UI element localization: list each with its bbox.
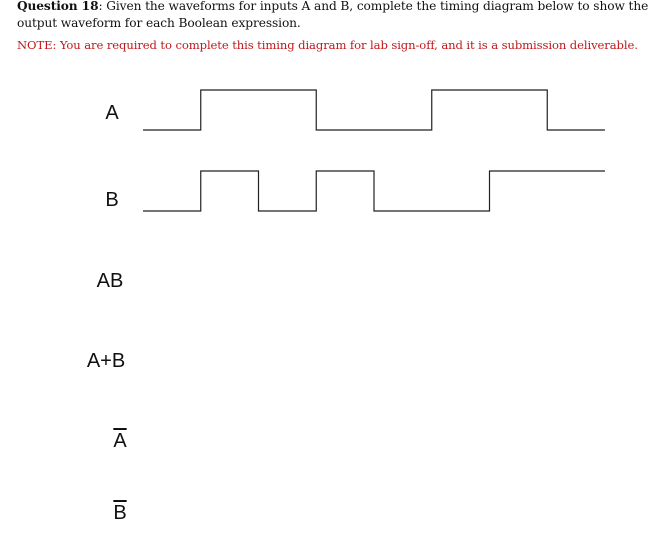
question-number: Question 18 [17, 0, 99, 13]
label-b-bar: $\overline{B}$ [113, 502, 127, 524]
label-a: A [105, 102, 119, 124]
label-a-or-b: A+B [86, 350, 126, 372]
waveform-a [143, 90, 605, 130]
label-ab: AB [96, 270, 124, 292]
note-text: NOTE: You are required to complete this timing diagram for lab sign-off, and it is a submission deliverable. [17, 38, 638, 52]
waveform-b [143, 171, 605, 211]
label-a-bar: $\overline{A}$ [113, 430, 127, 452]
label-b: B [105, 189, 119, 211]
question-body: : Given the waveforms for inputs A and B, complete the timing diagram below to show the output waveform for each Boolean expression. [17, 0, 649, 30]
